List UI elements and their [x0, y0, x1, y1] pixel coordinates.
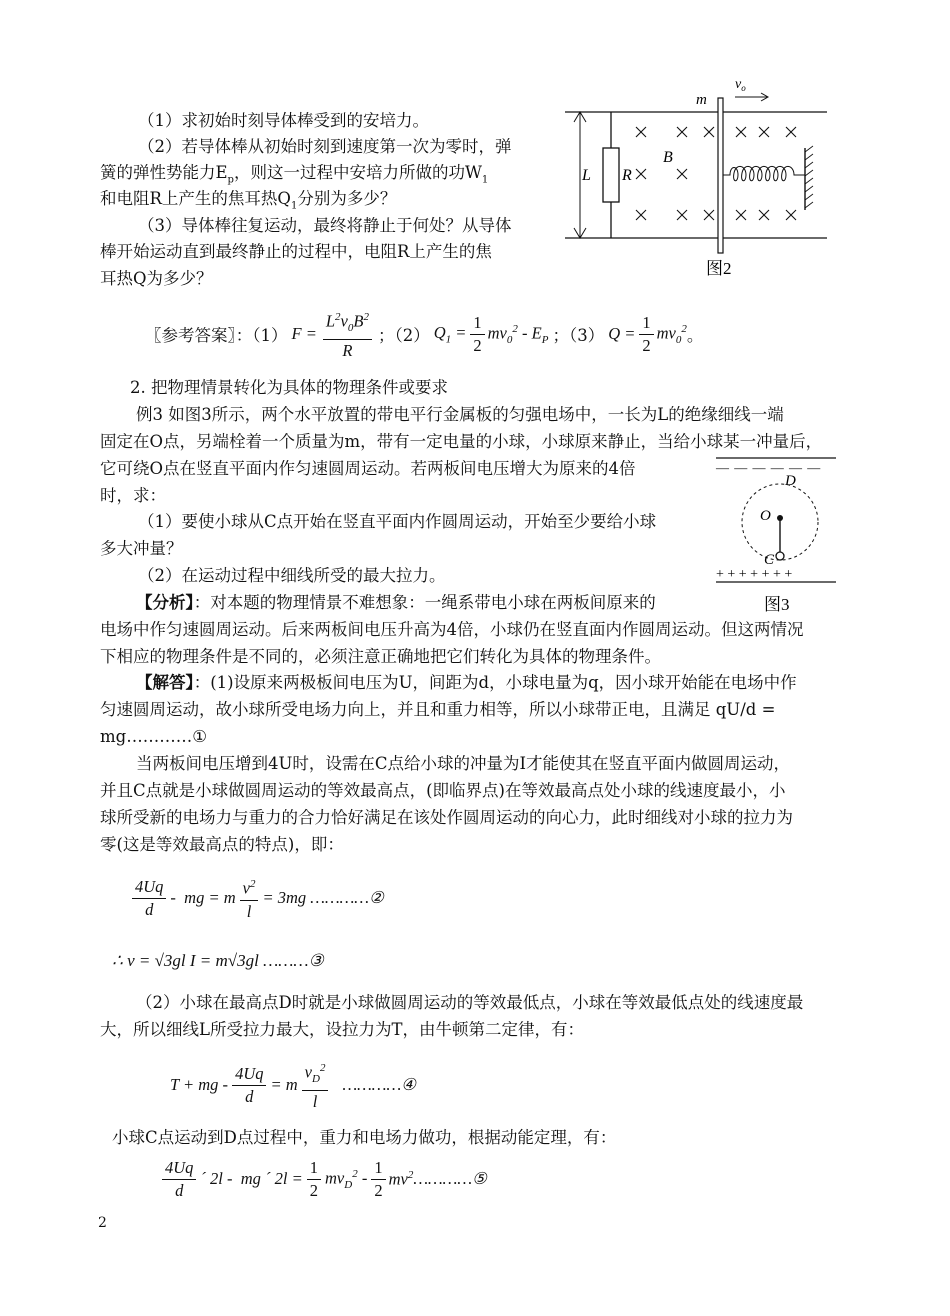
fig3-caption: 图3: [764, 595, 790, 614]
equation-3: ∴ v = √3gl I = m√3gl ………③: [112, 951, 324, 970]
example3-line-3: 它可绕O点在竖直平面内作匀速圆周运动。若两板间电压增大为原来的4倍: [100, 459, 636, 478]
example3-line-6: 多大冲量？: [100, 539, 183, 558]
question-2-line-3: 和电阻R上产生的焦耳热$Q_1$分别为多少？: [100, 189, 397, 212]
solution-line-6: 球所受新的电场力与重力的合力恰好满足在该处作圆周运动的向心力，此时细线对小球的拉力为: [100, 808, 793, 827]
equation-5: $\frac{4Uq}{d}$ ´ 2l - mg ´ 2l = $\frac{1}{2}$ $mv_D^2$ - $\frac{1}{2}$ $mv^2$ …………⑤: [162, 1152, 487, 1206]
figure-2-diagram: [555, 70, 835, 290]
fig3-label-C: C: [764, 552, 775, 568]
example3-line-5: （1）要使小球从C点开始在竖直平面内作圆周运动，开始至少要给小球: [138, 512, 657, 531]
analysis-line-1: 【分析】：对本题的物理情景不难想象：一绳系带电小球在两板间原来的: [136, 593, 656, 612]
analysis-line-2: 电场中作匀速圆周运动。后来两板间电压升高为4倍，小球仍在竖直面内作圆周运动。但这两情况: [100, 620, 804, 639]
question-3-line-2: 棒开始运动直到最终静止的过程中，电阻R上产生的焦: [100, 242, 492, 261]
fig3-label-O: O: [760, 508, 771, 524]
fig3-label-D: D: [785, 473, 796, 489]
example3-line-1: 例3 如图3所示，两个水平放置的带电平行金属板的匀强电场中，一长为L的绝缘细线一端: [136, 405, 784, 424]
fig2-label-m: m: [696, 92, 707, 108]
fig2-label-L: L: [582, 167, 591, 184]
solution-line-3: mg…………①: [100, 727, 208, 746]
analysis-line-3: 下相应的物理条件是不同的，必须注意正确地把它们转化为具体的物理条件。: [100, 647, 661, 666]
solution-line-4: 当两板间电压增到4U时，设需在C点给小球的冲量为I才能使其在竖直平面内做圆周运动，: [136, 754, 791, 773]
question-3-line-1: （3）导体棒往复运动，最终将静止于何处？从导体: [138, 216, 512, 235]
fig3-plus-signs: + + + + + + +: [716, 567, 793, 582]
equation-2: $\frac{4Uq}{d}$ - mg = m $\frac{v^2}{l}$ = 3mg …………②: [132, 872, 384, 924]
question-1: （1）求初始时刻导体棒受到的安培力。: [138, 111, 429, 130]
example3-line-7: （2）在运动过程中细线所受的最大拉力。: [138, 566, 446, 585]
fig2-caption: 图2: [706, 259, 732, 278]
equation-4: T + mg - $\frac{4Uq}{d}$ = m $\frac{v_D^2}{l}$ …………④: [170, 1058, 416, 1112]
work-energy-sentence: 小球C点运动到D点过程中，重力和电场力做功，根据动能定理，有：: [112, 1128, 617, 1147]
solution-line-7: 零(这是等效最高点的特点)，即：: [100, 835, 344, 854]
part2-line-1: （2）小球在最高点D时就是小球做圆周运动的等效最低点，小球在等效最低点处的线速度最: [136, 993, 804, 1012]
question-3-line-3: 耳热Q为多少？: [100, 269, 213, 288]
part2-line-2: 大，所以细线L所受拉力最大，设拉力为T，由牛顿第二定律，有：: [100, 1020, 584, 1039]
reference-answer: 〖参考答案〗：（1） F = $\frac{L^2v_0B^2}{R}$ ；（2） $Q_1$ = $\frac{1}{2}$ $mv_0^2 - E_P$ ；（3） Q = $\frac{1}{2}$ $mv_0^2$ 。: [145, 306, 703, 362]
figure-3-diagram: [712, 452, 842, 617]
section-heading: 2. 把物理情景转化为具体的物理条件或要求: [130, 378, 448, 397]
question-2-line-1: （2）若导体棒从初始时刻到速度第一次为零时，弹: [138, 137, 512, 156]
page-number: 2: [98, 1215, 107, 1231]
fig3-minus-signs: — — — — — —: [716, 460, 822, 475]
fig2-label-v0: $v_o$: [735, 77, 746, 93]
solution-line-2: 匀速圆周运动，故小球所受电场力向上，并且和重力相等，所以小球带正电，且满足 qU/d =: [100, 700, 776, 719]
solution-line-5: 并且C点就是小球做圆周运动的等效最高点，(即临界点)在等效最高点处小球的线速度最小，小: [100, 781, 786, 800]
example3-line-2: 固定在O点，另端栓着一个质量为m，带有一定电量的小球，小球原来静止，当给小球某一冲量后，: [100, 432, 823, 451]
example3-line-4: 时，求：: [100, 486, 166, 505]
question-2-line-2: 簧的弹性势能力$E_p$，则这一过程中安培力所做的功$W_1$: [100, 163, 489, 186]
fig2-label-R: R: [622, 167, 632, 184]
solution-line-1: 【解答】：(1)设原来两极板间电压为U，间距为d，小球电量为q，因小球开始能在电场中作: [136, 673, 797, 692]
fig2-label-B: B: [663, 149, 673, 166]
